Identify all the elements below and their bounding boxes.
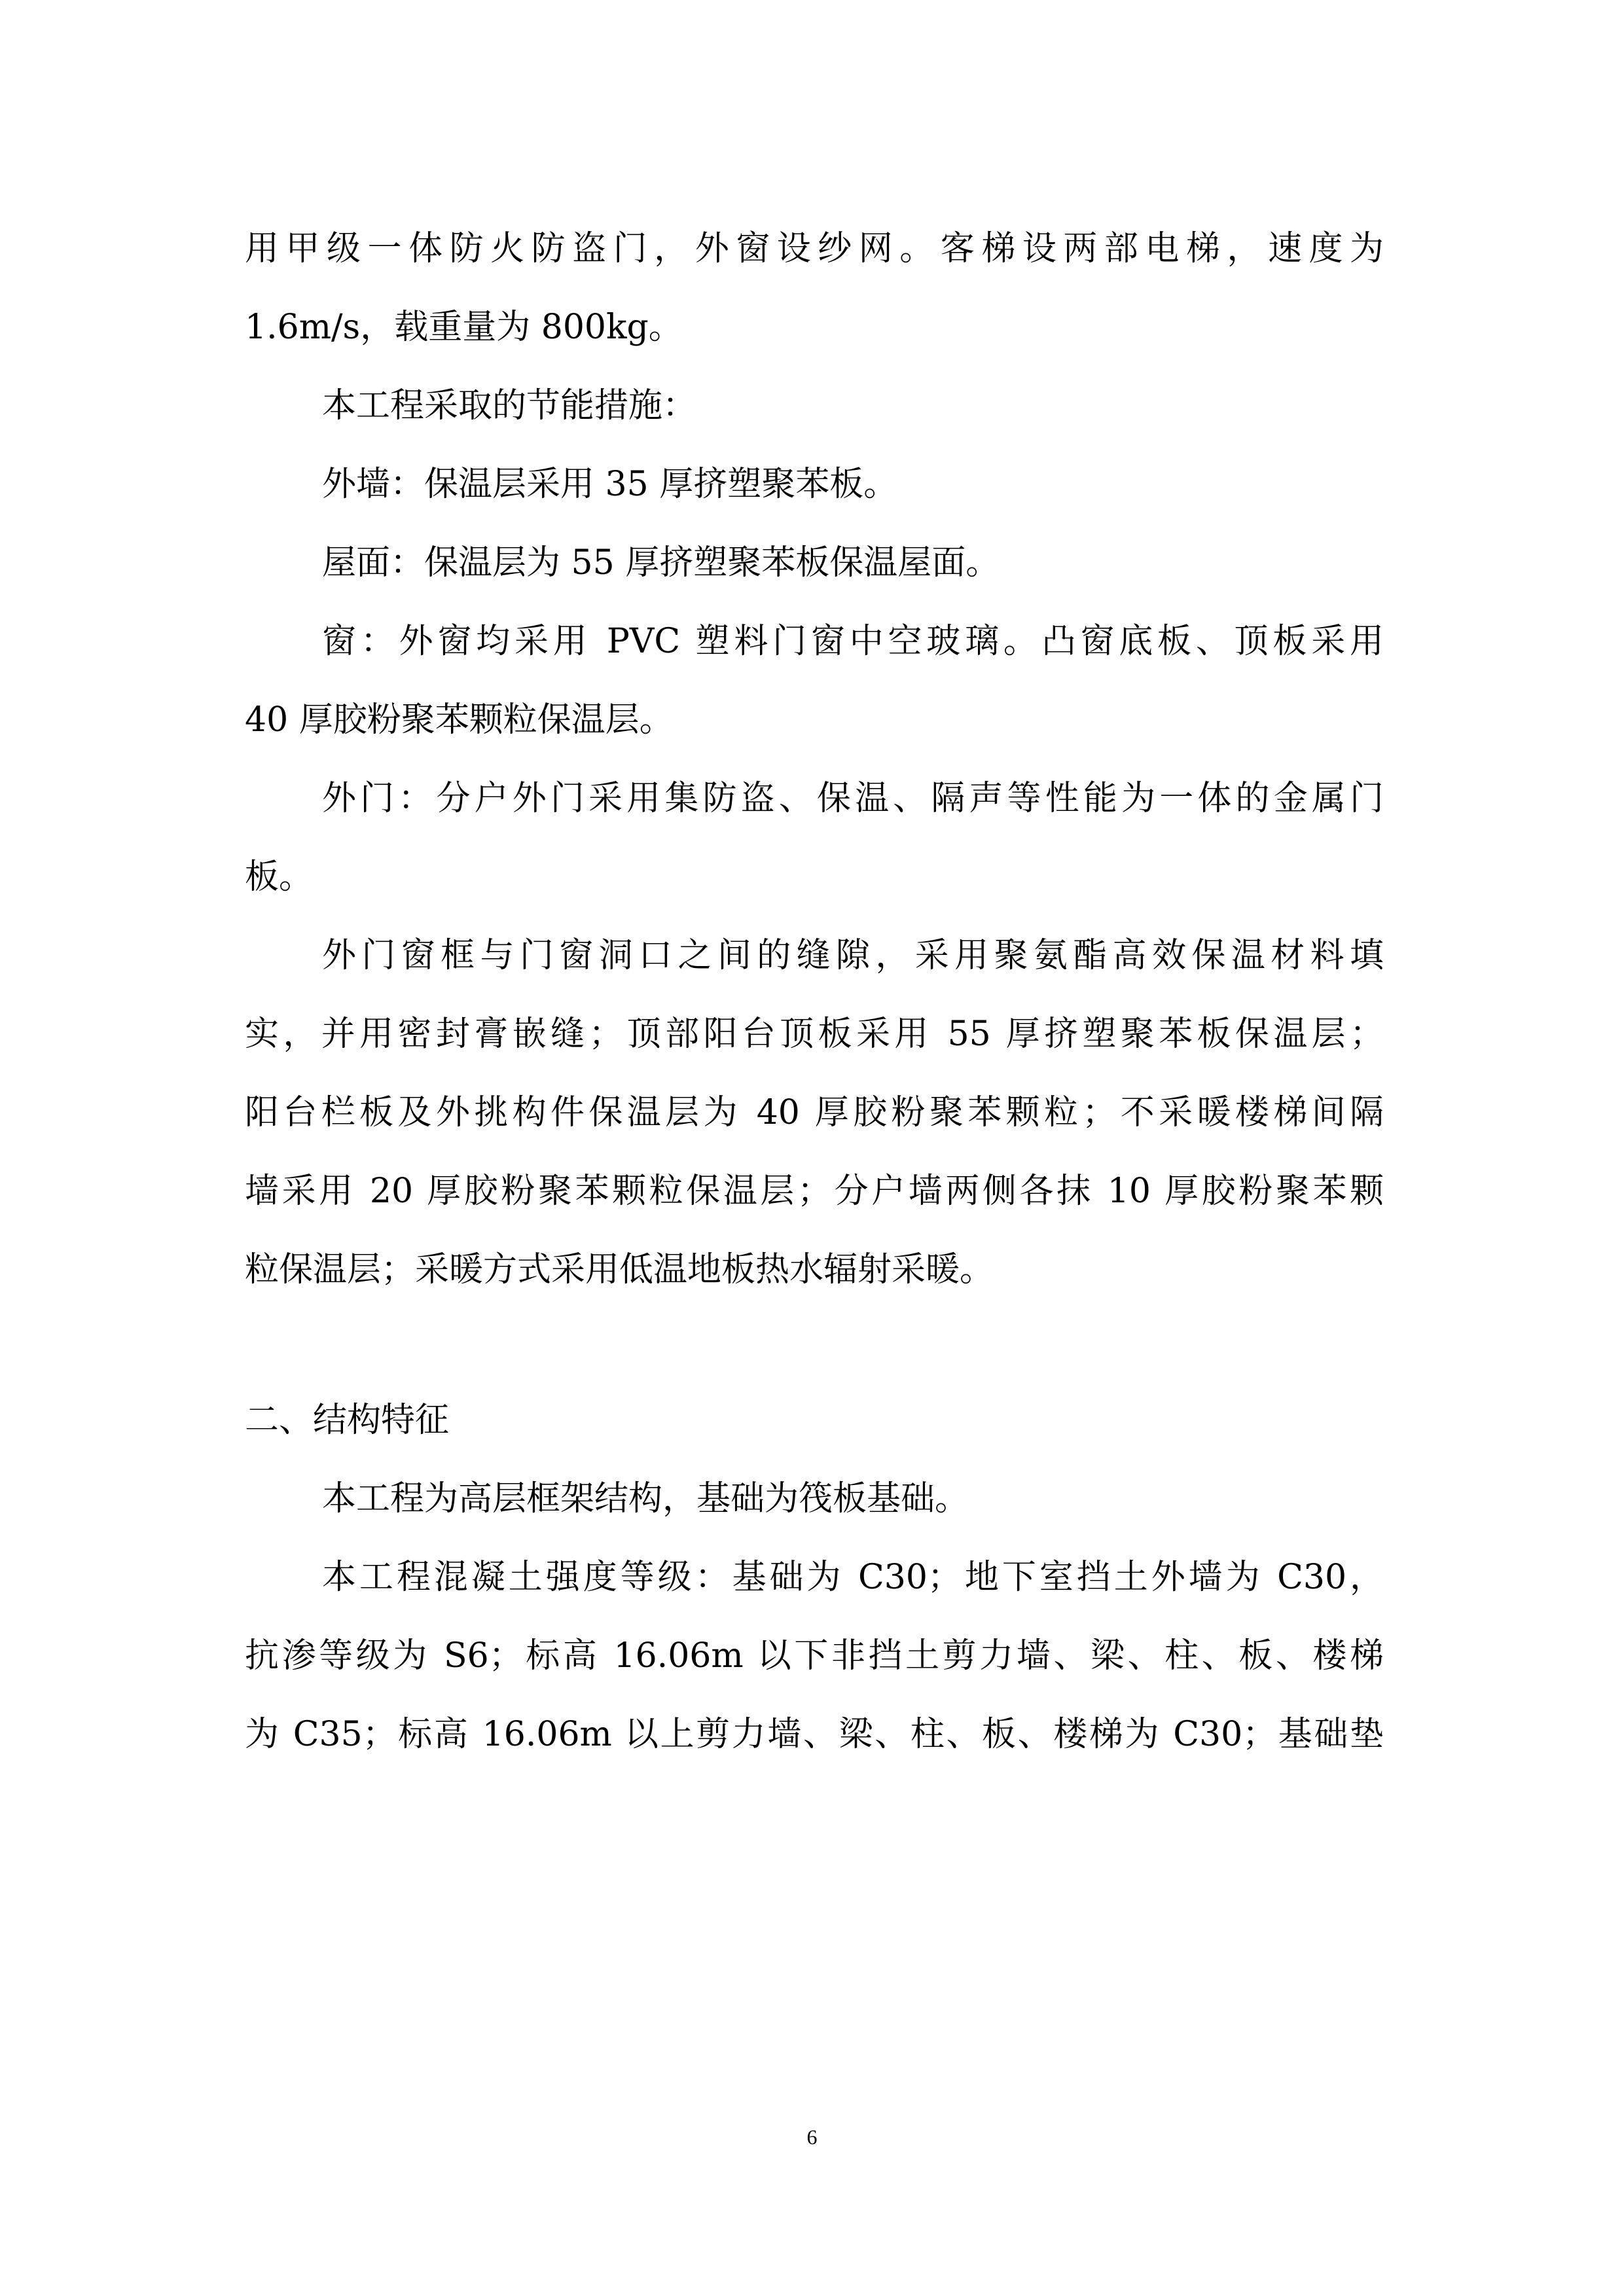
paragraph-line: 外门：分户外门采用集防盗、保温、隔声等性能为一体的金属门: [322, 779, 1384, 818]
paragraph-line: 40 厚胶粉聚苯颗粒保温层。: [245, 700, 674, 740]
paragraph-line: 板。: [245, 857, 314, 897]
document-body: [245, 209, 1384, 1774]
section-gap: [245, 1309, 1384, 1381]
paragraph-line: 本工程为高层框架结构，基础为筏板基础。: [322, 1479, 969, 1518]
paragraph-line: 1.6m/s，载重量为 800kg。: [245, 308, 683, 347]
paragraph-line: 实，并用密封膏嵌缝；顶部阳台顶板采用 55 厚挤塑聚苯板保温层；: [245, 1014, 1384, 1054]
paragraph-line: 外墙：保温层采用 35 厚挤塑聚苯板。: [322, 465, 898, 504]
paragraph-line: 用甲级一体防火防盗门，外窗设纱网。客梯设两部电梯，速度为: [245, 229, 1384, 268]
paragraph-line: 为 C35；标高 16.06m 以上剪力墙、梁、柱、板、楼梯为 C30；基础垫: [245, 1715, 1384, 1754]
paragraph-line: 阳台栏板及外挑构件保温层为 40 厚胶粉聚苯颗粒；不采暖楼梯间隔: [245, 1093, 1384, 1132]
paragraph-line: 抗渗等级为 S6；标高 16.06m 以下非挡土剪力墙、梁、柱、板、楼梯: [245, 1636, 1384, 1676]
paragraph-line: 墙采用 20 厚胶粉聚苯颗粒保温层；分户墙两侧各抹 10 厚胶粉聚苯颗: [245, 1172, 1384, 1211]
paragraph-line: 粒保温层；采暖方式采用低温地板热水辐射采暖。: [245, 1250, 994, 1289]
paragraph-line: 本工程采取的节能措施：: [322, 386, 697, 425]
page-number: 6: [806, 2125, 818, 2149]
paragraph-line: 窗：外窗均采用 PVC 塑料门窗中空玻璃。凸窗底板、顶板采用: [322, 622, 1384, 661]
section-heading: 二、结构特征: [245, 1401, 450, 1440]
paragraph-line: 外门窗框与门窗洞口之间的缝隙，采用聚氨酯高效保温材料填: [322, 936, 1384, 975]
paragraph-line: 本工程混凝土强度等级：基础为 C30；地下室挡土外墙为 C30，: [322, 1558, 1384, 1597]
paragraph-line: 屋面：保温层为 55 厚挤塑聚苯板保温屋面。: [322, 543, 1000, 583]
